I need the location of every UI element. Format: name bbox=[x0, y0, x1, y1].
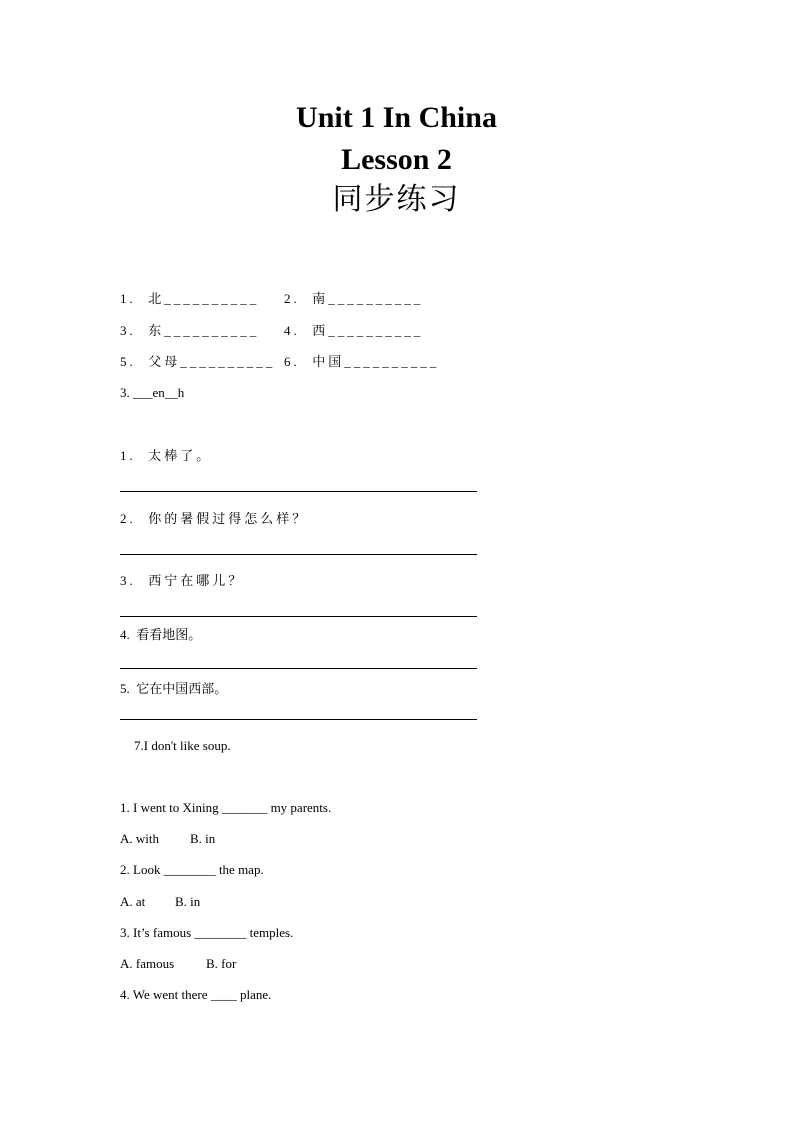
choice-question: 2. Look ________ the map. bbox=[120, 862, 264, 877]
vocab-item: 2. 南__________ bbox=[284, 291, 424, 306]
vocab-item: 1. 北__________ bbox=[120, 291, 260, 306]
title-lesson: Lesson 2 bbox=[341, 143, 452, 176]
choice-option: B. for bbox=[206, 956, 237, 971]
choice-question: 1. I went to Xining _______ my parents. bbox=[120, 800, 332, 815]
answer-line bbox=[120, 554, 477, 555]
translation-item: 5. 它在中国西部。 bbox=[120, 681, 228, 696]
spelling-item: 3. ___en__h bbox=[120, 385, 185, 400]
translation-item: 1. 太棒了。 bbox=[120, 448, 213, 463]
choice-option: A. with bbox=[120, 831, 159, 846]
vocab-item: 3. 东__________ bbox=[120, 323, 260, 338]
choice-option: B. in bbox=[175, 894, 201, 909]
translation-item: 2. 你的暑假过得怎么样？ bbox=[120, 511, 309, 526]
answer-line bbox=[120, 668, 477, 669]
choice-question: 3. It’s famous ________ temples. bbox=[120, 925, 294, 940]
translation-item: 4. 看看地图。 bbox=[120, 627, 202, 642]
choice-option: A. at bbox=[120, 894, 146, 909]
choice-option: B. in bbox=[190, 831, 216, 846]
answer-line bbox=[120, 719, 477, 720]
answer-line bbox=[120, 491, 477, 492]
extra-item: 7.I don't like soup. bbox=[134, 738, 231, 753]
choice-option: A. famous bbox=[120, 956, 175, 971]
vocab-item: 6. 中国__________ bbox=[284, 354, 440, 369]
translation-item: 3. 西宁在哪儿？ bbox=[120, 573, 245, 588]
title-chinese: 同步练习 bbox=[332, 183, 461, 216]
choice-question: 4. We went there ____ plane. bbox=[120, 987, 272, 1002]
answer-line bbox=[120, 616, 477, 617]
title-unit: Unit 1 In China bbox=[296, 101, 497, 134]
vocab-item: 4. 西__________ bbox=[284, 323, 424, 338]
vocab-item: 5. 父母__________ bbox=[120, 354, 276, 369]
